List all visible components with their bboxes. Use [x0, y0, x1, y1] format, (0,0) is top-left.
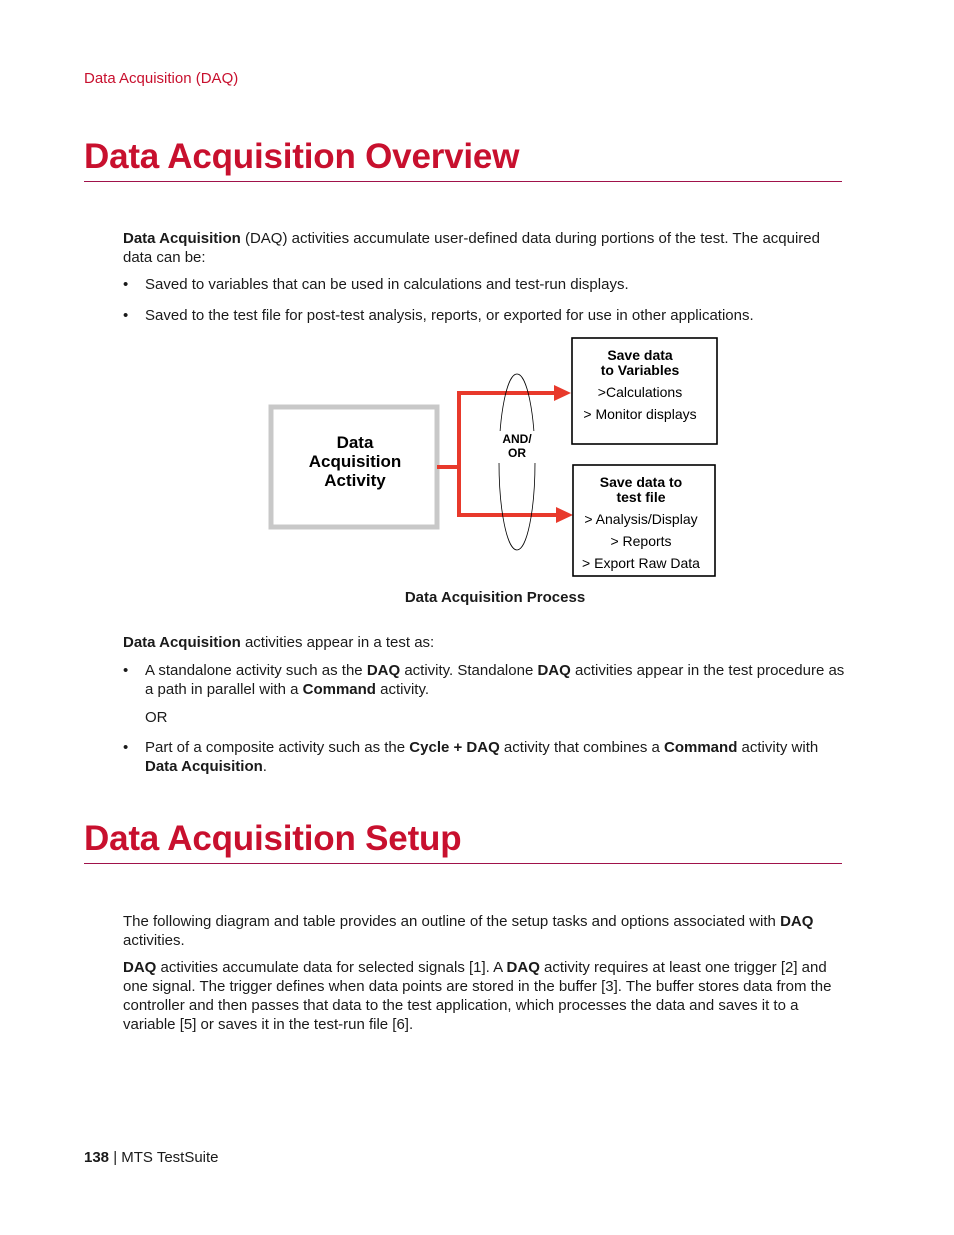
- text-run: activities.: [123, 932, 185, 949]
- overview-intro: [123, 229, 845, 267]
- text-run: activity. Standalone: [400, 662, 538, 679]
- text-run: The following diagram and table provides an outline of the setup tasks and options associated with: [123, 913, 781, 930]
- list-item-text: [145, 661, 845, 699]
- arrow-head-icon: [554, 385, 571, 401]
- and-or-label-line-2: OR: [508, 446, 526, 460]
- diagram-svg: [260, 330, 730, 585]
- variables-box-title-2: to Variables: [600, 362, 680, 378]
- list-item-text: Saved to the test file for post-test analysis, reports, or exported for use in other applications.: [145, 307, 754, 324]
- and-or-label-line-1: AND/: [502, 432, 532, 446]
- text-run: activity that combines a: [499, 739, 665, 756]
- file-box-title-2: test file: [616, 489, 666, 505]
- footer-separator: |: [109, 1149, 122, 1166]
- text-run: activity with: [737, 739, 819, 756]
- appear-bold-term: Data Acquisition: [123, 634, 241, 651]
- footer-product: MTS TestSuite: [121, 1149, 219, 1166]
- running-header: Data Acquisition (DAQ): [84, 70, 239, 87]
- intro-text: (DAQ) activities accumulate user-defined data during portions of the test. The acquired data can be:: [123, 230, 820, 266]
- list-item-text: Saved to variables that can be used in calculations and test-run displays.: [145, 276, 629, 293]
- activity-label-line-3: Activity: [324, 471, 386, 490]
- setup-para-2: [123, 958, 845, 1034]
- text-run: activities appear in the test procedure as a path in parallel with a: [145, 662, 845, 698]
- list-item-text: [145, 738, 845, 776]
- text-run: A standalone activity such as the: [145, 662, 367, 679]
- or-separator: OR: [145, 709, 168, 726]
- bold-term: Cycle + DAQ: [409, 739, 500, 756]
- bullet-marker: •: [123, 662, 129, 679]
- bold-term: Data Acquisition: [145, 758, 263, 775]
- activity-label-line-1: Data: [336, 433, 374, 452]
- arrow-head-icon: [556, 507, 573, 523]
- variables-box-title-1: Save data: [607, 347, 673, 363]
- bold-term: DAQ: [123, 959, 157, 976]
- bold-term: DAQ: [506, 959, 540, 976]
- bold-term: Command: [664, 739, 738, 756]
- diagram-caption: Data Acquisition Process: [404, 589, 586, 606]
- text-run: activity requires at least one trigger [2] and one signal. The trigger defines when data points are stored in the buffer [3]. The buffer stores data from the controller and then passes that data to the test application, which processes the data and saves it to a variable [5] or saves it in the test-run file [6].: [123, 959, 832, 1033]
- bullet-marker: •: [123, 739, 129, 756]
- appear-intro-text: activities appear in a test as:: [240, 634, 435, 651]
- text-run: activities accumulate data for selected signals [1]. A: [156, 959, 507, 976]
- daq-process-diagram: [260, 330, 730, 590]
- variables-box-item: > Monitor displays: [583, 406, 697, 422]
- bold-term: Command: [302, 681, 376, 698]
- file-box-item: > Export Raw Data: [582, 555, 700, 571]
- bold-term: DAQ: [537, 662, 571, 679]
- section-title-overview: Data Acquisition Overview: [84, 137, 842, 182]
- bold-term: DAQ: [780, 913, 814, 930]
- bullet-marker: •: [123, 307, 129, 324]
- variables-box-item: >Calculations: [597, 384, 683, 400]
- bullet-marker: •: [123, 276, 129, 293]
- setup-para-1: [123, 912, 845, 950]
- intro-bold-term: Data Acquisition: [123, 230, 241, 247]
- appear-intro: [123, 633, 845, 652]
- text-run: Part of a composite activity such as the: [145, 739, 410, 756]
- file-box-item: > Reports: [610, 533, 672, 549]
- text-run: .: [262, 758, 267, 775]
- bold-term: DAQ: [366, 662, 401, 679]
- activity-label-line-2: Acquisition: [308, 452, 402, 471]
- file-box-item: > Analysis/Display: [584, 511, 698, 527]
- text-run: activity.: [375, 681, 430, 698]
- page-footer: [84, 1149, 219, 1166]
- section-title-setup: Data Acquisition Setup: [84, 819, 842, 864]
- file-box-title-1: Save data to: [599, 474, 683, 490]
- page-number: 138: [84, 1149, 110, 1166]
